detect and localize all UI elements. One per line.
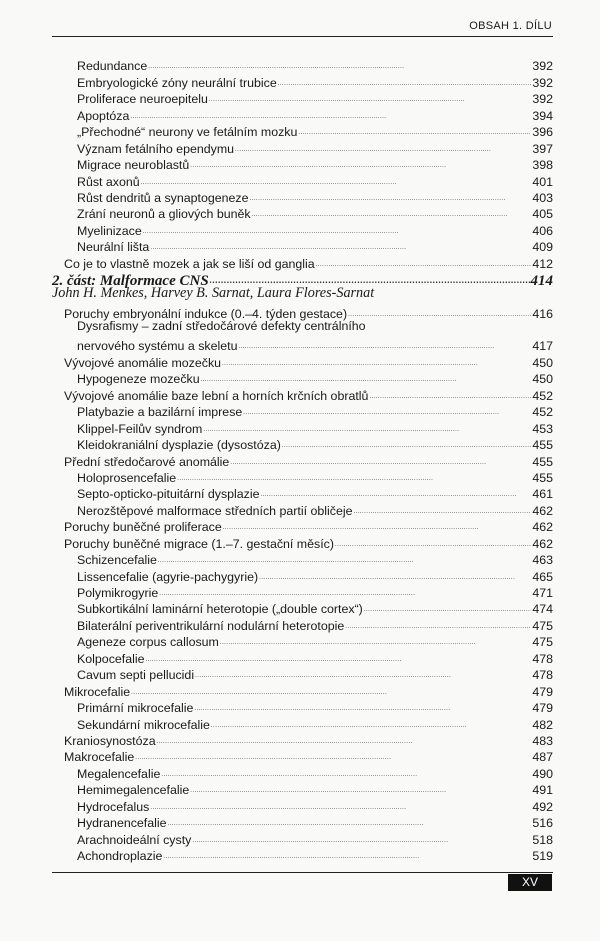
toc-leader-dots: [143, 218, 532, 234]
toc-entry-title: Apoptóza: [77, 108, 130, 123]
toc-entry-page: 455: [532, 438, 553, 453]
toc-entry-page: 397: [532, 141, 553, 156]
toc-entry-title: Hydranencefalie: [77, 816, 167, 831]
toc-entry: [52, 54, 553, 74]
toc-leader-dots: [210, 268, 530, 285]
toc-entry-page: 461: [532, 487, 553, 502]
toc-leader-dots: [203, 416, 531, 432]
toc-leader-dots: [158, 548, 531, 564]
toc-entry-title: Hypogeneze mozečku: [77, 372, 200, 387]
toc-entry-title: Kleidokraniální dysplazie (dysostóza): [77, 438, 281, 453]
toc-leader-dots: [209, 87, 531, 103]
toc-entry-title: Hydrocefalus: [77, 799, 150, 814]
toc-entry-page: 516: [532, 816, 553, 831]
toc-entry-title: Subkortikální laminární heterotopie („double cortex“): [77, 602, 363, 617]
toc-leader-dots: [278, 70, 532, 86]
toc-entry-page: 462: [532, 503, 553, 518]
toc-entry-title: Myelinizace: [77, 223, 142, 238]
toc-entry-title: Hemimegalencefalie: [77, 783, 190, 798]
toc-entry-title: Kraniosynostóza: [64, 733, 156, 748]
toc-entry-page: 409: [532, 240, 553, 255]
toc-leader-dots: [190, 153, 531, 169]
toc-leader-dots: [235, 136, 531, 152]
toc-entry-title: Sekundární mikrocefalie: [77, 717, 210, 732]
toc-entry-page: 462: [532, 520, 553, 535]
toc-entry-title: Mikrocefalie: [64, 684, 131, 699]
toc-entry-title: Proliferace neuroepitelu: [77, 92, 208, 107]
toc-entry-title: Embryologické zóny neurální trubice: [77, 75, 277, 90]
toc-entry-title: nervového systému a skeletu: [77, 339, 238, 354]
toc-leader-dots: [335, 531, 531, 547]
toc-entry-title: Zrání neuronů a gliových buněk: [77, 207, 251, 222]
toc-leader-dots: [150, 235, 531, 251]
toc-entry-title: Megalencefalie: [77, 766, 161, 781]
toc-entry-title: Cavum septi pellucidi: [77, 668, 195, 683]
page-number: XV: [508, 874, 552, 891]
toc-leader-dots: [159, 581, 531, 597]
toc-entry-page: 479: [532, 701, 553, 716]
toc-entry-title: 2. část: Malformace CNS: [52, 272, 209, 289]
toc-entry-page: 398: [532, 158, 553, 173]
toc-entry-page: 482: [532, 717, 553, 732]
toc-entry-title: Neurální lišta: [77, 240, 150, 255]
toc-leader-dots: [316, 251, 532, 267]
running-header: OBSAH 1. DÍLU: [469, 20, 552, 32]
toc-entry-title: „Přechodné“ neurony ve fetálním mozku: [77, 125, 298, 140]
toc-entry-title: Redundance: [77, 59, 148, 74]
toc-entry-page: 490: [532, 766, 553, 781]
toc-entry-page: 412: [532, 256, 553, 271]
toc-leader-dots: [345, 613, 531, 629]
toc-authors: [52, 285, 553, 301]
toc-entry-title: Primární mikrocefalie: [77, 701, 194, 716]
toc-entry-title: Význam fetálního ependymu: [77, 141, 235, 156]
toc-leader-dots: [141, 169, 532, 185]
toc-entry-page: 453: [532, 421, 553, 436]
toc-entry-title: Vývojové anomálie baze lební a horních krčních obratlů: [64, 388, 369, 403]
toc-entry-title: Poruchy buněčné proliferace: [64, 520, 222, 535]
toc-leader-dots: [230, 449, 531, 465]
toc-entry-title: Kolpocefalie: [77, 651, 145, 666]
header-rule: [52, 36, 553, 37]
toc-entry-title: Bilaterální periventrikulární nodulární heterotopie: [77, 618, 345, 633]
toc-leader-dots: [163, 844, 531, 860]
toc-entry-page: 416: [532, 306, 553, 321]
toc-leader-dots: [252, 202, 532, 218]
toc-entry-page: 463: [532, 553, 553, 568]
toc-entry-title: Růst dendritů a synaptogeneze: [77, 190, 249, 205]
toc-leader-dots: [223, 515, 532, 531]
toc-entry-title: Makrocefalie: [64, 750, 135, 765]
toc-entry-title: Co je to vlastně mozek a jak se liší od ganglia: [64, 256, 315, 271]
toc-entry-page: 403: [532, 190, 553, 205]
toc-leader-dots: [243, 400, 531, 416]
toc-entry-title: Platybazie a bazilární imprese: [77, 405, 243, 420]
toc-entry-title: Přední středočarové anomálie: [64, 454, 230, 469]
toc-entry-page: 478: [532, 668, 553, 683]
toc-entry-title: Arachnoideální cysty: [77, 832, 192, 847]
toc-entry-page: 414: [530, 272, 553, 289]
toc-leader-dots: [190, 778, 531, 794]
toc-entry-page: 483: [532, 733, 553, 748]
toc-entry-page: 405: [532, 207, 553, 222]
toc-entry-page: 462: [532, 536, 553, 551]
toc-leader-dots: [131, 679, 531, 695]
toc-entry-title: Septo-opticko-pituitární dysplazie: [77, 487, 260, 502]
toc-leader-dots: [201, 367, 532, 383]
toc-entry: [52, 301, 553, 321]
toc-leader-dots: [195, 663, 531, 679]
toc-leader-dots: [146, 646, 532, 662]
toc-leader-dots: [150, 794, 531, 810]
toc-entry-page: 392: [532, 59, 553, 74]
toc-entry-title: Holoprosencefalie: [77, 470, 177, 485]
toc-leader-dots: [192, 827, 531, 843]
toc-entry-page: 392: [532, 92, 553, 107]
table-of-contents: [52, 54, 553, 863]
toc-entry: [52, 318, 553, 334]
toc-leader-dots: [364, 597, 531, 613]
toc-entry: [52, 334, 553, 354]
toc-entry-title: Ageneze corpus callosum: [77, 635, 219, 650]
toc-leader-dots: [148, 54, 531, 70]
toc-entry-title: Vývojové anomálie mozečku: [64, 355, 222, 370]
toc-entry-page: 465: [532, 569, 553, 584]
toc-leader-dots: [282, 433, 531, 449]
toc-leader-dots: [211, 712, 531, 728]
toc-leader-dots: [348, 301, 531, 317]
toc-entry-title: Klippel-Feilův syndrom: [77, 421, 203, 436]
toc-entry-title: Dysrafismy – zadní středočárové defekty centrálního: [77, 318, 366, 333]
toc-entry-title: Achondroplazie: [77, 849, 163, 863]
toc-leader-dots: [261, 482, 532, 498]
toc-entry-page: 475: [532, 635, 553, 650]
toc-entry-title: Polymikrogyrie: [77, 586, 159, 600]
toc-leader-dots: [250, 186, 532, 202]
toc-entry-page: 450: [532, 355, 553, 370]
toc-leader-dots: [135, 745, 531, 761]
footer-rule: [52, 872, 553, 873]
toc-entry-title: Migrace neuroblastů: [77, 158, 190, 173]
toc-leader-dots: [168, 811, 532, 827]
toc-entry-page: 394: [532, 108, 553, 123]
toc-leader-dots: [238, 334, 531, 350]
toc-entry-page: 474: [532, 602, 553, 617]
toc-entry-page: 452: [532, 405, 553, 420]
toc-entry-page: 455: [532, 454, 553, 469]
toc-leader-dots: [161, 761, 531, 777]
toc-entry-title: Poruchy buněčné migrace (1.–7. gestační měsíc): [64, 536, 334, 551]
toc-entry-page: 452: [532, 388, 553, 403]
toc-entry-page: 392: [532, 75, 553, 90]
toc-leader-dots: [220, 630, 531, 646]
toc-entry-page: 478: [532, 651, 553, 666]
toc-leader-dots: [369, 383, 531, 399]
toc-entry-page: 492: [532, 799, 553, 814]
toc-entry-page: 519: [532, 849, 553, 863]
toc-entry-page: 518: [532, 832, 553, 847]
toc-leader-dots: [222, 350, 531, 366]
toc-entry-page: 396: [532, 125, 553, 140]
toc-entry-page: 455: [532, 470, 553, 485]
toc-entry-page: 417: [532, 339, 553, 354]
toc-leader-dots: [130, 103, 531, 119]
toc-leader-dots: [259, 564, 531, 580]
toc-entry-title: Nerozštěpové malformace středních partií obličeje: [77, 503, 353, 518]
toc-entry-title: Schizencefalie: [77, 553, 157, 568]
toc-entry-page: 475: [532, 618, 553, 633]
toc-entry-page: 491: [532, 783, 553, 798]
toc-leader-dots: [194, 696, 531, 712]
toc-entry-title: Růst axonů: [77, 174, 140, 189]
toc-entry-page: 401: [532, 174, 553, 189]
toc-leader-dots: [353, 498, 531, 514]
toc-entry-page: 479: [532, 684, 553, 699]
toc-entry-page: 471: [532, 586, 553, 600]
toc-leader-dots: [157, 729, 532, 745]
toc-leader-dots: [177, 466, 531, 482]
toc-entry-title: Lissencefalie (agyrie-pachygyrie): [77, 569, 259, 584]
toc-entry-page: 406: [532, 223, 553, 238]
toc-entry-title: John H. Menkes, Harvey B. Sarnat, Laura Flores-Sarnat: [52, 284, 375, 301]
toc-entry-page: 487: [532, 750, 553, 765]
toc-entry-title: Poruchy embryonální indukce (0.–4. týden gestace): [64, 306, 348, 321]
toc-leader-dots: [298, 120, 531, 136]
toc-entry-page: 450: [532, 372, 553, 387]
